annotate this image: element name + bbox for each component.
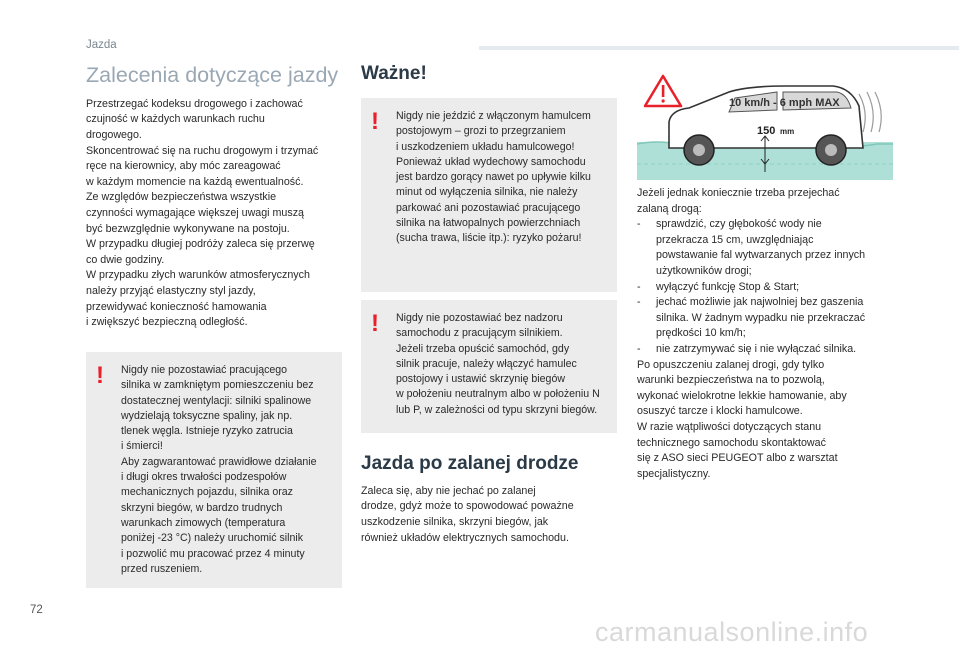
flood-section [361, 453, 618, 546]
text-line: (sucha trawa, liście itp.): ryzyko pożaru! [396, 232, 582, 245]
text-line: mechanicznych pojazdu, silnika oraz [121, 486, 293, 499]
warning-box-unattended-vehicle [361, 300, 617, 433]
text-line: dostatecznej wentylacji: silniki spalinowe [121, 394, 312, 407]
depth-value: 150 [757, 125, 776, 137]
text-line: Nigdy nie jeździć z włączonym hamulcem [396, 110, 591, 122]
header-section-label: Jazda [86, 39, 117, 51]
text-line: silnika w zamkniętym pomieszczeniu bez [121, 379, 314, 392]
list-item [637, 280, 894, 296]
motion-lines [859, 92, 881, 132]
text-line: samochodu z pracującym silnikiem. [396, 327, 563, 340]
speed-limit-label: 10 km/h - 6 mph MAX [729, 97, 840, 109]
text-line: silnika. W żadnym wypadku nie przekraczać [656, 311, 866, 324]
wheel-hub [693, 144, 705, 156]
warning-box-parking-brake [361, 98, 617, 292]
warning-text [396, 311, 607, 418]
warning-triangle-icon [645, 76, 681, 106]
text-line: Nigdy nie pozostawiać bez nadzoru [396, 312, 563, 324]
text-line: należy przyjąć elastyczny styl jazdy, [86, 284, 256, 297]
instructions-outro [637, 358, 894, 483]
depth-unit: mm [780, 127, 795, 136]
text-line: - jechać możliwie jak najwolniej bez gaszenia [656, 296, 864, 309]
text-line: postojowym – grozi to przegrzaniem [396, 125, 566, 138]
exclamation-icon: ! [371, 108, 379, 135]
text-line: silnik pracuje, należy włączyć hamulec [396, 357, 577, 370]
text-line: W przypadku złych warunków atmosferycznych [86, 269, 310, 282]
text-line: przewidywać konieczność hamowania [86, 300, 267, 313]
text-line: Ze względów bezpieczeństwa wszystkie [86, 191, 277, 204]
text-line: również układów elektrycznych samochodu. [361, 531, 569, 544]
text-line: powstawanie fal wytwarzanych przez innych [656, 249, 866, 262]
instructions-list [637, 217, 894, 357]
text-line: - sprawdzić, czy głębokość wody nie [656, 218, 822, 231]
text-line: się z ASO sieci PEUGEOT albo z warsztat [637, 452, 838, 465]
text-line: i uszkodzeniem układu hamulcowego! [396, 140, 575, 153]
warning-text [396, 109, 607, 247]
text-line: użytkowników drogi; [656, 264, 752, 277]
column-important [361, 63, 618, 86]
text-line: uszkodzenie silnika, skrzyni biegów, jak [361, 515, 549, 528]
header-rule [479, 46, 959, 50]
text-line: czujność w każdych warunkach ruchu [86, 113, 265, 126]
text-line: zalaną drogą: [637, 202, 702, 215]
text-line: silnika na łatwopalnych powierzchniach [396, 217, 581, 230]
text-line: Zaleca się, aby nie jechać po zalanej [361, 484, 536, 497]
text-line: co dwie godziny. [86, 253, 165, 266]
text-line: postojowy i ustawić skrzynię biegów [396, 373, 565, 386]
page-title: Zalecenia dotyczące jazdy [86, 63, 339, 87]
text-line: parkować ani pozostawiać pracującego [396, 201, 581, 214]
list-item [637, 217, 894, 279]
text-line: Aby zagwarantować prawidłowe działanie [121, 455, 317, 468]
text-line: drodze, gdyż może to spowodować poważne [361, 500, 574, 513]
text-line: Nigdy nie pozostawiać pracującego [121, 364, 288, 376]
column-driving-recommendations [86, 63, 342, 331]
text-line: Ponieważ układ wydechowy samochodu [396, 155, 586, 168]
text-line: tlenek węgla. Istnieje ryzyko zatrucia [121, 425, 293, 438]
important-heading: Ważne! [361, 63, 427, 84]
wheel-hub [825, 144, 837, 156]
text-line: przekracza 15 cm, uwzględniając [656, 233, 814, 246]
text-line: warunki bezpieczeństwa na to pozwolą, [637, 374, 825, 387]
flood-heading: Jazda po zalanej drodze [361, 453, 579, 474]
text-line: specjalistyczny. [637, 467, 711, 480]
text-line: W przypadku długiej podróży zaleca się przerwę [86, 238, 315, 251]
warning-text [121, 363, 332, 577]
text-line: Jeżeli jednak koniecznie trzeba przejechać [637, 187, 840, 199]
text-line: Przestrzegać kodeksu drogowego i zachować [86, 97, 303, 110]
text-line: być bezwzględnie wykonywane na postoju. [86, 222, 290, 235]
text-line: warunkach zimowych (temperatura [121, 516, 286, 529]
list-item [637, 295, 894, 342]
watermark: carmanualsonline.info [595, 617, 869, 647]
text-line: w każdym momencie na każdą ewentualność. [86, 175, 304, 188]
flood-intro [361, 484, 618, 546]
text-line: wydzielają toksyczne spaliny, jak np. [121, 409, 293, 422]
instructions-intro [637, 186, 894, 217]
text-line: ręce na kierownicy, aby móc zareagować [86, 160, 281, 173]
text-line: minut od wyłączenia silnika, nie należy [396, 186, 578, 199]
text-line: czynności wymagające większej uwagi muszą [86, 206, 304, 219]
text-line: przed ruszeniem. [121, 562, 203, 575]
text-line: poniżej -23 °C) należy uruchomić silnik [121, 532, 304, 545]
text-line: i długi okres trwałości podzespołów [121, 471, 287, 484]
text-line: i pozwolić mu pracować przez 4 minuty [121, 547, 305, 560]
text-line: technicznego samochodu skontaktować [637, 436, 826, 449]
text-line: i zwiększyć bezpieczną odległość. [86, 316, 248, 329]
text-line: skrzyni biegów, w bardzo trudnych [121, 501, 283, 514]
text-line: lub P, w zależności od typu skrzyni biegów. [396, 403, 598, 416]
text-line: Po opuszczeniu zalanej drogi, gdy tylko [637, 358, 825, 371]
flood-instructions [637, 186, 894, 482]
text-line: osuszyć tarcze i klocki hamulcowe. [637, 405, 803, 418]
text-line: wykonać wielokrotne lekkie hamowanie, aby [637, 389, 847, 402]
exclamation-icon: ! [371, 310, 379, 337]
list-item [637, 342, 894, 358]
exclamation-icon: ! [96, 362, 104, 389]
recommendations-text [86, 97, 342, 331]
text-line: Skoncentrować się na ruchu drogowym i trzymać [86, 144, 319, 157]
flooded-road-illustration [637, 72, 893, 180]
text-line: Jeżeli trzeba opuścić samochód, gdy [396, 342, 570, 355]
page-number: 72 [30, 604, 43, 616]
text-line: i śmierci! [121, 440, 163, 453]
text-line: prędkości 10 km/h; [656, 327, 746, 340]
text-line: - nie zatrzymywać się i nie wyłączać silnika. [656, 342, 857, 355]
text-line: W razie wątpliwości dotyczących stanu [637, 420, 822, 433]
text-line: - wyłączyć funkcję Stop & Start; [656, 280, 800, 293]
text-line: jest bardzo gorący nawet po upływie kilku [396, 171, 591, 184]
warning-box-engine-ventilation [86, 352, 342, 588]
text-line: drogowego. [86, 128, 142, 141]
text-line: w położeniu neutralnym albo w położeniu N [396, 388, 600, 401]
